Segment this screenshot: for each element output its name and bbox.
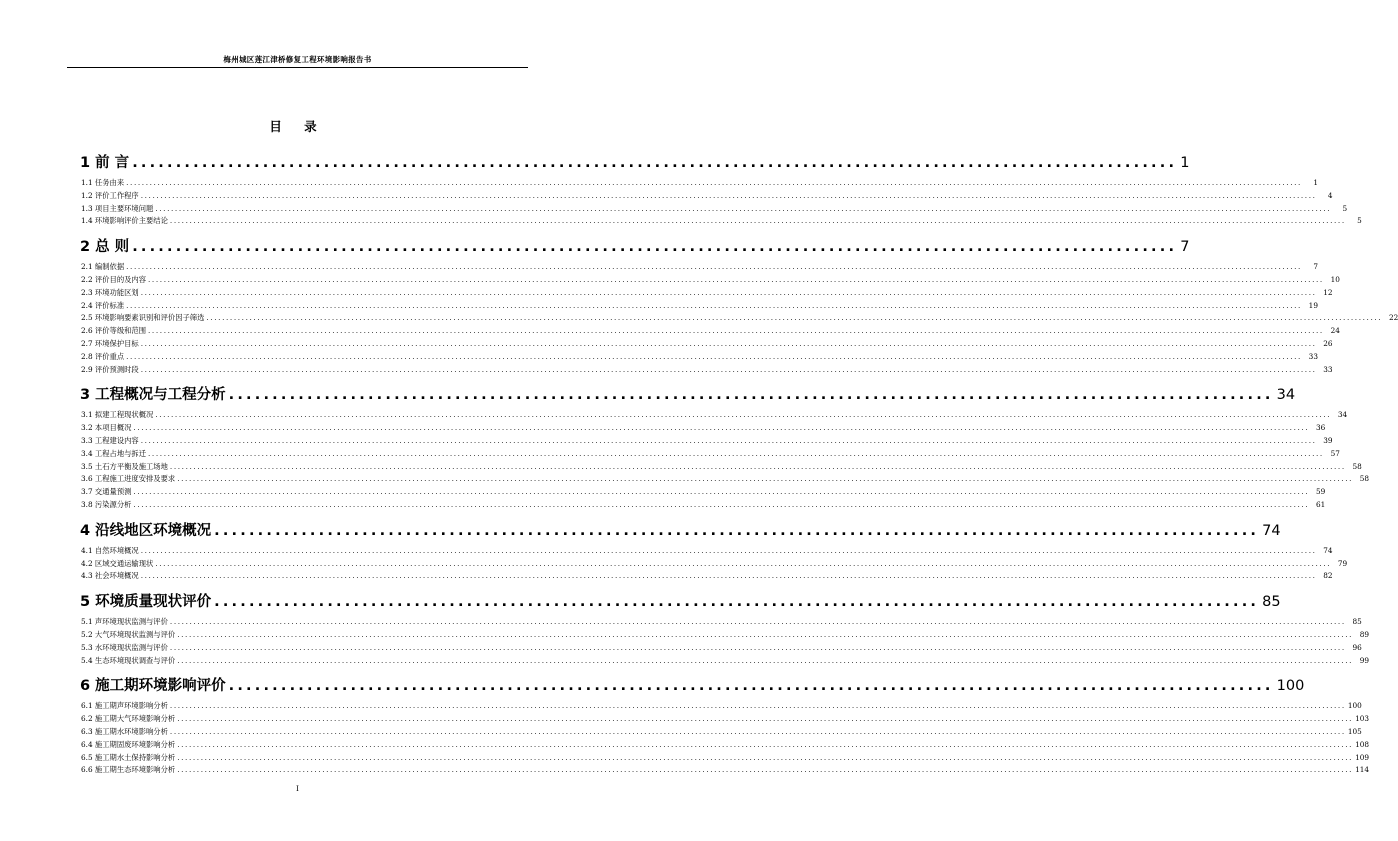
toc-section-page: 4 xyxy=(1327,190,1333,200)
toc-section-entry[interactable] xyxy=(80,300,1318,314)
toc-section-page: 36 xyxy=(1315,423,1326,433)
dot-leader: ............................................................................................................................................................................................................................................................................................................ xyxy=(177,739,1354,749)
toc-chapter-page: 7 xyxy=(1180,239,1190,256)
dot-leader: ............................................................................................................................................................................................................................................................................................................ xyxy=(169,642,1346,652)
dot-leader: ............................................................................................................................................................................................................................................................................................................ xyxy=(169,216,1346,226)
toc-section-entry[interactable] xyxy=(80,287,1333,301)
dot-leader: ............................................................................................................................................................................................................................................................................................................ xyxy=(140,287,1317,297)
toc-section-page: 12 xyxy=(1323,287,1333,297)
toc-section-page: 58 xyxy=(1352,461,1362,471)
toc-section-page: 34 xyxy=(1337,410,1348,420)
toc-section-label: 4.3 社会环境概况 xyxy=(81,571,139,581)
toc-section-page: 74 xyxy=(1323,545,1333,555)
toc-section-entry[interactable] xyxy=(80,545,1333,559)
dot-leader: ............................................................................................................................................................................................................................................................................................................ xyxy=(133,487,1310,497)
toc-section-label: 5.3 水环境现状监测与评价 xyxy=(81,642,168,652)
toc-section-label: 6.4 施工期固废环境影响分析 xyxy=(81,739,176,749)
toc-section-label: 5.4 生态环境现状调查与评价 xyxy=(81,655,176,665)
toc-section-entry[interactable] xyxy=(80,203,1348,217)
dot-leader: ........................................................................................................................ xyxy=(214,522,1260,539)
toc-section-label: 2.3 环境功能区划 xyxy=(81,287,139,297)
dot-leader: ............................................................................................................................................................................................................................................................................................................ xyxy=(177,655,1354,665)
toc-title: 目 录 xyxy=(269,119,326,134)
dot-leader: ............................................................................................................................................................................................................................................................................................................ xyxy=(140,435,1317,445)
toc-chapter-label: 2 总 则 xyxy=(80,239,130,256)
toc-section-page: 96 xyxy=(1352,642,1362,652)
toc-section-label: 2.7 环境保护目标 xyxy=(81,338,139,348)
toc-section-page: 105 xyxy=(1347,726,1362,736)
toc-chapter-page: 85 xyxy=(1262,594,1281,611)
toc-section-page: 109 xyxy=(1355,752,1370,762)
toc-chapter-label: 6 施工期环境影响评价 xyxy=(80,678,226,695)
toc-section-label: 4.1 自然环境概况 xyxy=(81,545,139,555)
toc-section-page: 22 xyxy=(1388,313,1398,323)
toc-section-entry[interactable] xyxy=(80,739,1370,753)
toc-section-entry[interactable] xyxy=(80,655,1370,669)
dot-leader: ............................................................................................................................................................................................................................................................................................................ xyxy=(155,203,1332,213)
toc-section-entry[interactable] xyxy=(80,752,1370,766)
toc-section-entry[interactable] xyxy=(80,765,1370,778)
header-rule xyxy=(67,67,528,68)
dot-leader: ............................................................................................................................................................................................................................................................................................................ xyxy=(177,714,1354,724)
toc-section-label: 1.2 评价工作程序 xyxy=(81,190,139,200)
toc-section-entry[interactable] xyxy=(80,701,1362,714)
toc-section-page: 33 xyxy=(1323,364,1333,374)
toc-section-label: 1.3 项目主要环境问题 xyxy=(81,203,154,213)
toc-section-entry[interactable] xyxy=(80,262,1318,275)
toc-section-entry[interactable] xyxy=(80,216,1362,229)
toc-section-entry[interactable] xyxy=(80,274,1340,288)
toc-section-label: 3.3 工程建设内容 xyxy=(81,435,139,445)
toc-section-label: 2.4 评价标准 xyxy=(81,300,125,310)
dot-leader: ............................................................................................................................................................................................................................................................................................................ xyxy=(126,300,1302,310)
toc-section-label: 2.9 评价预测时段 xyxy=(81,364,139,374)
toc-section-label: 6.5 施工期水土保持影响分析 xyxy=(81,752,176,762)
toc-section-entry[interactable] xyxy=(80,423,1326,436)
toc-section-entry[interactable] xyxy=(80,714,1370,727)
toc-section-page: 39 xyxy=(1323,435,1333,445)
toc-section-label: 2.8 评价重点 xyxy=(81,351,125,361)
toc-chapter-entry[interactable] xyxy=(80,519,1281,546)
dot-leader: ............................................................................................................................................................................................................................................................................................................ xyxy=(169,726,1346,736)
dot-leader: ............................................................................................................................................................................................................................................................................................................ xyxy=(126,351,1302,361)
toc-chapter-entry[interactable] xyxy=(80,383,1296,410)
toc-section-entry[interactable] xyxy=(80,410,1348,423)
toc-section-label: 6.3 施工期水环境影响分析 xyxy=(81,726,168,736)
dot-leader: ............................................................................................................................................................................................................................................................................................................ xyxy=(155,558,1332,568)
toc-section-page: 26 xyxy=(1323,338,1333,348)
toc-section-entry[interactable] xyxy=(80,190,1333,204)
toc-section-entry[interactable] xyxy=(80,558,1348,572)
dot-leader: ............................................................................................................................................................................................................................................................................................................ xyxy=(177,752,1354,762)
toc-section-label: 2.6 评价等级和范围 xyxy=(81,326,147,336)
dot-leader: ............................................................................................................................................................................................................................................................................................................ xyxy=(140,571,1317,581)
dot-leader: ............................................................................................................................................................................................................................................................................................................ xyxy=(133,423,1310,433)
dot-leader: ............................................................................................................................................................................................................................................................................................................ xyxy=(133,499,1310,509)
toc-section-page: 7 xyxy=(1313,262,1318,272)
dot-leader: ........................................................................................................................ xyxy=(228,678,1274,695)
dot-leader: ............................................................................................................................................................................................................................................................................................................ xyxy=(169,461,1346,471)
toc-section-label: 1.1 任务由来 xyxy=(81,178,125,187)
toc-section-label: 2.5 环境影响要素识别和评价因子筛选 xyxy=(81,313,205,323)
dot-leader: ............................................................................................................................................................................................................................................................................................................ xyxy=(177,474,1354,484)
dot-leader: ............................................................................................................................................................................................................................................................................................................ xyxy=(140,338,1317,348)
toc-section-entry[interactable] xyxy=(80,338,1333,352)
toc-section-entry[interactable] xyxy=(80,642,1362,656)
toc-section-page: 5 xyxy=(1357,216,1362,226)
toc-section-label: 5.1 声环境现状监测与评价 xyxy=(81,617,168,627)
toc-section-page: 103 xyxy=(1355,714,1370,724)
dot-leader: ............................................................................................................................................................................................................................................................................................................ xyxy=(206,313,1383,323)
dot-leader: ........................................................................................................................ xyxy=(228,387,1274,404)
dot-leader: ............................................................................................................................................................................................................................................................................................................ xyxy=(177,629,1354,639)
toc-section-page: 114 xyxy=(1355,765,1370,775)
toc-chapter-label: 4 沿线地区环境概况 xyxy=(80,522,212,539)
toc-section-label: 1.4 环境影响评价主要结论 xyxy=(81,216,168,226)
toc-section-page: 58 xyxy=(1359,474,1370,484)
toc-section-entry[interactable] xyxy=(80,487,1326,500)
dot-leader: ............................................................................................................................................................................................................................................................................................................ xyxy=(148,448,1324,458)
toc-chapter-label: 5 环境质量现状评价 xyxy=(80,594,212,611)
toc-section-page: 57 xyxy=(1330,448,1340,458)
toc-chapter-label: 1 前 言 xyxy=(80,155,130,171)
toc-section-label: 6.2 施工期大气环境影响分析 xyxy=(81,714,176,724)
toc-section-page: 82 xyxy=(1323,571,1333,581)
toc-chapter-entry[interactable] xyxy=(80,235,1190,262)
toc-section-page: 19 xyxy=(1308,300,1318,310)
toc-section-entry[interactable] xyxy=(80,474,1370,487)
dot-leader: ............................................................................................................................................................................................................................................................................................................ xyxy=(177,765,1354,775)
toc-section-page: 99 xyxy=(1359,655,1370,665)
toc-chapter-page: 1 xyxy=(1180,155,1190,171)
toc-section-label: 3.5 土石方平衡及施工场地 xyxy=(81,461,168,471)
toc-section-label: 2.2 评价目的及内容 xyxy=(81,274,147,284)
toc-section-entry[interactable] xyxy=(80,726,1362,740)
toc-section-entry[interactable] xyxy=(80,617,1362,630)
toc-section-page: 85 xyxy=(1352,617,1362,627)
toc-section-entry[interactable] xyxy=(80,499,1326,513)
toc-section-label: 2.1 编制依据 xyxy=(81,262,125,272)
toc-section-page: 33 xyxy=(1308,351,1318,361)
toc-section-entry[interactable] xyxy=(80,461,1362,475)
dot-leader: ............................................................................................................................................................................................................................................................................................................ xyxy=(126,262,1302,272)
toc-chapter-page: 100 xyxy=(1276,678,1305,695)
toc-section-entry[interactable] xyxy=(80,351,1318,365)
toc-section-entry[interactable] xyxy=(80,435,1333,449)
toc-chapter-entry[interactable] xyxy=(80,590,1281,617)
toc-section-label: 3.4 工程占地与拆迁 xyxy=(81,448,147,458)
dot-leader: ........................................................................................................................ xyxy=(132,155,1178,171)
dot-leader: ........................................................................................................................ xyxy=(132,239,1178,256)
toc-section-page: 10 xyxy=(1330,274,1340,284)
toc-section-page: 1 xyxy=(1313,178,1318,187)
dot-leader: ............................................................................................................................................................................................................................................................................................................ xyxy=(155,410,1332,420)
toc-section-entry[interactable] xyxy=(80,313,1398,326)
toc-section-label: 3.6 工程施工进度安排及要求 xyxy=(81,474,176,484)
toc-section-entry[interactable] xyxy=(80,629,1370,643)
dot-leader: ............................................................................................................................................................................................................................................................................................................ xyxy=(169,701,1346,711)
dot-leader: ............................................................................................................................................................................................................................................................................................................ xyxy=(148,326,1324,336)
toc-section-page: 61 xyxy=(1315,499,1326,509)
dot-leader: ............................................................................................................................................................................................................................................................................................................ xyxy=(126,178,1302,187)
toc-section-label: 6.6 施工期生态环境影响分析 xyxy=(81,765,176,775)
toc-chapter-entry[interactable] xyxy=(80,151,1190,178)
toc-section-entry[interactable] xyxy=(80,448,1340,462)
toc-section-label: 6.1 施工期声环境影响分析 xyxy=(81,701,168,711)
page-header: 梅州城区莲江津桥修复工程环境影响报告书 xyxy=(223,55,372,64)
toc-section-page: 59 xyxy=(1315,487,1326,497)
toc-section-entry[interactable] xyxy=(80,364,1333,378)
dot-leader: ............................................................................................................................................................................................................................................................................................................ xyxy=(140,545,1317,555)
dot-leader: ............................................................................................................................................................................................................................................................................................................ xyxy=(140,364,1317,374)
toc-section-label: 3.1 拟建工程现状概况 xyxy=(81,410,154,420)
dot-leader: ............................................................................................................................................................................................................................................................................................................ xyxy=(140,190,1317,200)
toc-section-label: 3.8 污染源分析 xyxy=(81,499,132,509)
page-number: I xyxy=(296,784,299,793)
table-of-contents xyxy=(80,151,1398,778)
toc-section-page: 89 xyxy=(1359,629,1370,639)
toc-section-label: 3.7 交通量预测 xyxy=(81,487,132,497)
toc-section-label: 4.2 区域交通运输现状 xyxy=(81,558,154,568)
toc-section-entry[interactable] xyxy=(80,571,1333,584)
toc-section-entry[interactable] xyxy=(80,326,1340,339)
toc-section-entry[interactable] xyxy=(80,178,1318,191)
toc-section-page: 5 xyxy=(1342,203,1348,213)
toc-section-page: 108 xyxy=(1355,739,1370,749)
toc-section-label: 3.2 本项目概况 xyxy=(81,423,132,433)
toc-chapter-label: 3 工程概况与工程分析 xyxy=(80,387,226,404)
toc-chapter-page: 34 xyxy=(1276,387,1296,404)
dot-leader: ............................................................................................................................................................................................................................................................................................................ xyxy=(148,274,1324,284)
toc-section-page: 100 xyxy=(1347,701,1362,711)
toc-section-page: 24 xyxy=(1330,326,1340,336)
toc-section-label: 5.2 大气环境现状监测与评价 xyxy=(81,629,176,639)
toc-chapter-entry[interactable] xyxy=(80,674,1305,701)
dot-leader: ............................................................................................................................................................................................................................................................................................................ xyxy=(169,617,1346,627)
toc-section-page: 79 xyxy=(1337,558,1348,568)
dot-leader: ........................................................................................................................ xyxy=(214,594,1260,611)
toc-chapter-page: 74 xyxy=(1262,522,1281,539)
